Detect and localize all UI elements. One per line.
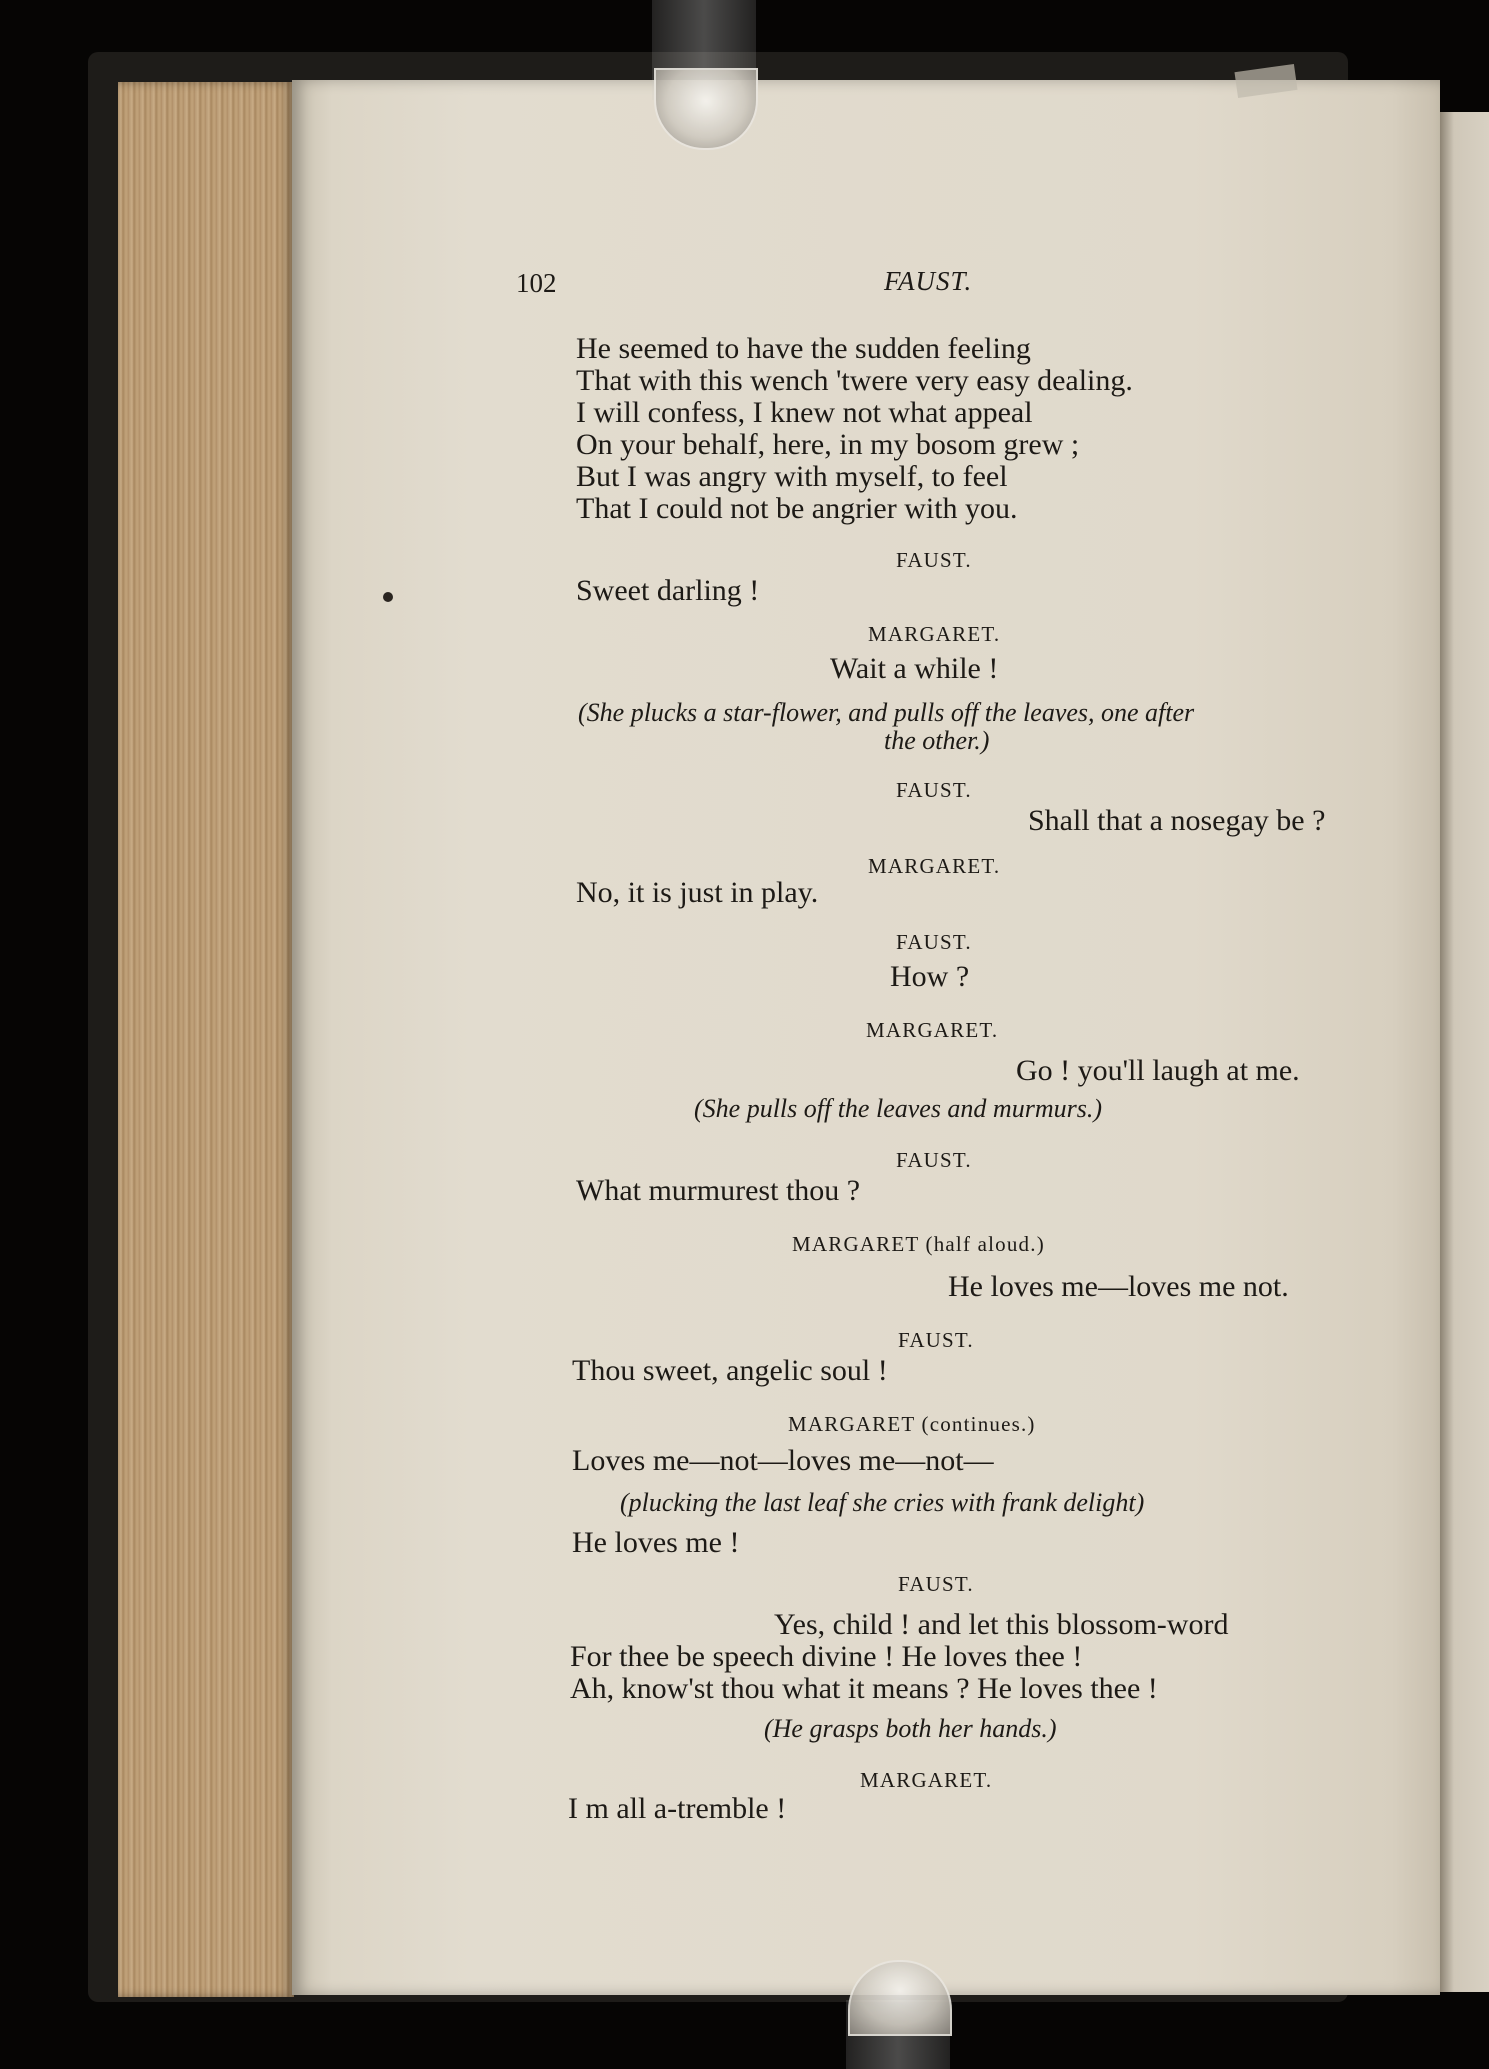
- verse-line: Ah, know'st thou what it means ? He loves thee !: [570, 1672, 1158, 1705]
- verse-line: He seemed to have the sudden feeling: [576, 332, 1031, 365]
- stage-direction: (plucking the last leaf she cries with frank delight): [620, 1488, 1145, 1517]
- page-number: 102: [516, 268, 557, 298]
- verse-line: How ?: [890, 960, 970, 993]
- speaker-name: MARGARET.: [868, 622, 1001, 646]
- speaker-name: MARGARET.: [868, 854, 1001, 878]
- stage-direction: the other.): [884, 726, 990, 755]
- verse-line: Shall that a nosegay be ?: [1028, 804, 1326, 837]
- verse-line: That with this wench 'twere very easy dealing.: [576, 364, 1133, 397]
- verse-line: I will confess, I knew not what appeal: [576, 396, 1033, 429]
- verse-line: No, it is just in play.: [576, 876, 819, 909]
- speaker-name: FAUST.: [896, 778, 972, 802]
- speaker-name: FAUST.: [898, 1572, 974, 1596]
- verse-line: What murmurest thou ?: [576, 1174, 861, 1207]
- speaker-name: MARGARET (continues.): [788, 1412, 1036, 1436]
- verse-line: Go ! you'll laugh at me.: [1016, 1054, 1300, 1087]
- verse-line: I m all a-tremble !: [568, 1792, 787, 1825]
- verse-line: That I could not be angrier with you.: [576, 492, 1018, 525]
- verse-line: Thou sweet, angelic soul !: [572, 1354, 888, 1387]
- verse-line: He loves me—loves me not.: [948, 1270, 1289, 1303]
- verse-line: Wait a while !: [830, 652, 999, 685]
- speaker-name: FAUST.: [898, 1328, 974, 1352]
- page-edges: [118, 82, 294, 1997]
- speaker-name: MARGARET.: [860, 1768, 993, 1792]
- verse-line: For thee be speech divine ! He loves thee !: [570, 1640, 1083, 1673]
- verse-line: But I was angry with myself, to feel: [576, 460, 1008, 493]
- speaker-name: FAUST.: [896, 548, 972, 572]
- verse-line: Sweet darling !: [576, 574, 760, 607]
- running-title: FAUST.: [884, 266, 973, 296]
- stage-direction: (He grasps both her hands.): [764, 1714, 1057, 1743]
- verse-line: On your behalf, here, in my bosom grew ;: [576, 428, 1080, 461]
- stage-direction: (She pulls off the leaves and murmurs.): [694, 1094, 1103, 1123]
- speaker-name: FAUST.: [896, 1148, 972, 1172]
- speaker-name: MARGARET.: [866, 1018, 999, 1042]
- verse-line: Loves me—not—loves me—not—: [572, 1444, 994, 1477]
- facing-page-edge: [1440, 112, 1489, 1992]
- speaker-name: MARGARET (half aloud.): [792, 1232, 1045, 1256]
- verse-line: He loves me !: [572, 1526, 740, 1559]
- verse-line: Yes, child ! and let this blossom-word: [774, 1608, 1229, 1641]
- speaker-name: FAUST.: [896, 930, 972, 954]
- ink-mark: [383, 592, 393, 602]
- stage-direction: (She plucks a star-flower, and pulls off the leaves, one after: [578, 698, 1195, 727]
